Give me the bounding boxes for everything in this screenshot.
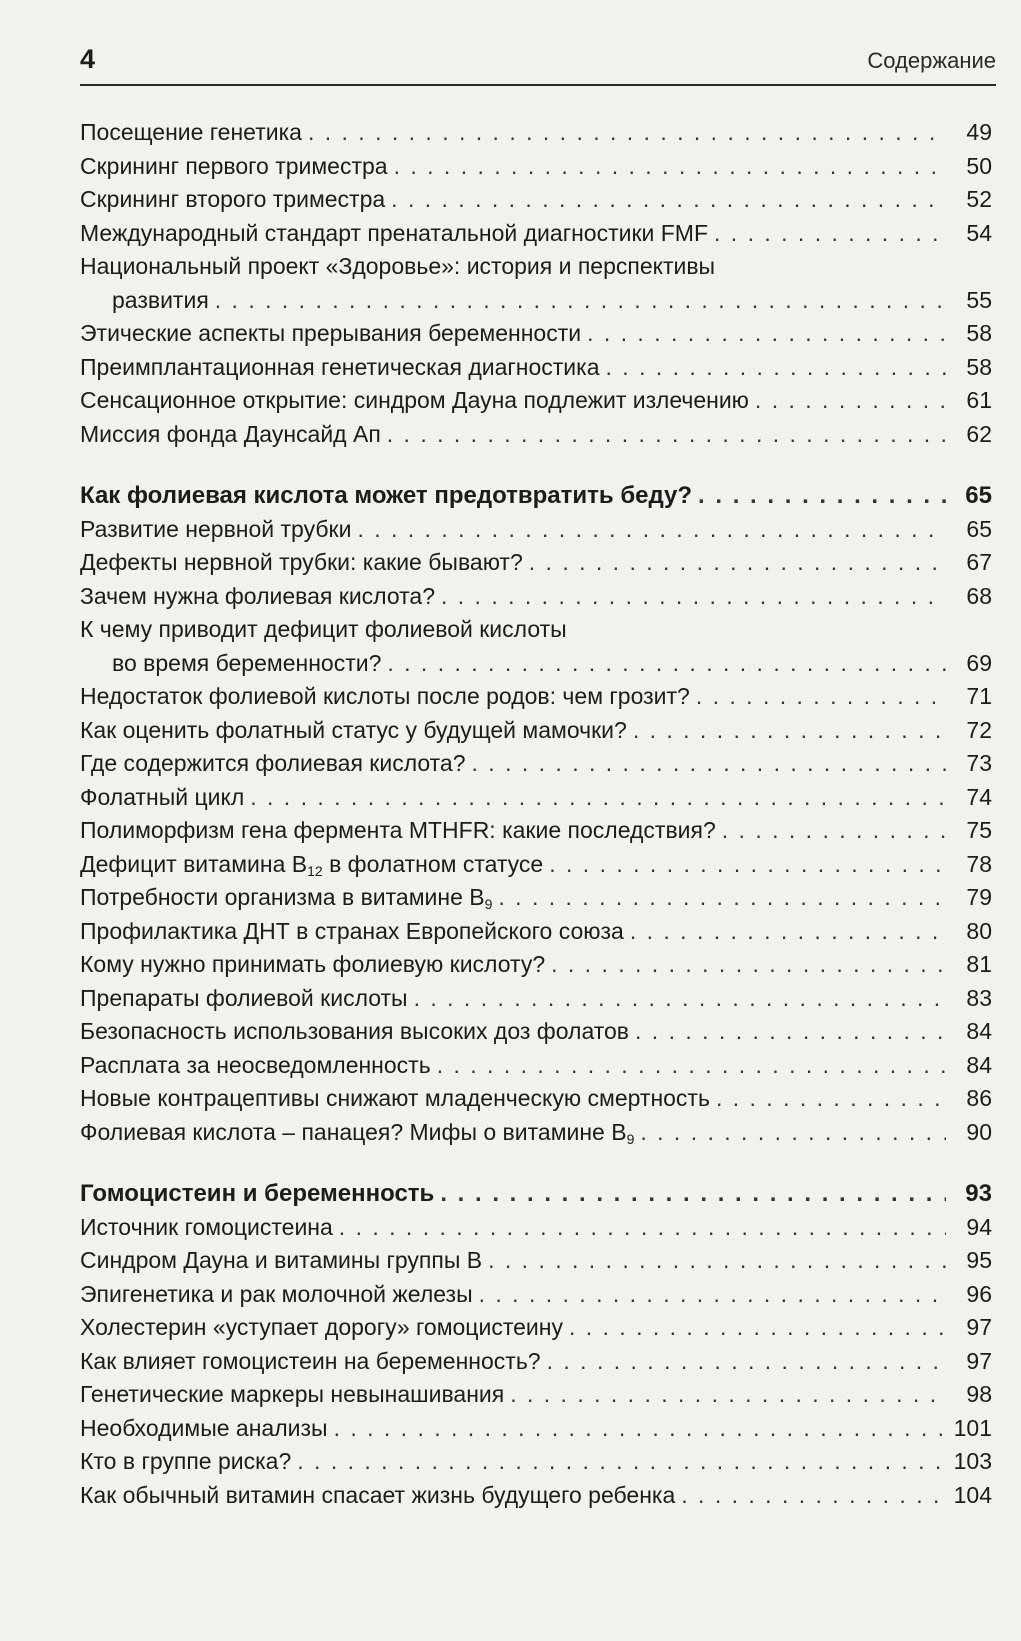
toc-entry: Фолиевая кислота – панацея? Мифы о витамине $B_9$ . . . 90 (80, 1116, 992, 1150)
toc-entry: К чему приводит дефицит фолиевой кислоты во время беременности? . . . 69 (80, 613, 992, 680)
toc-entry: Национальный проект «Здоровье»: история и перспективы развития . . . 55 (80, 250, 992, 317)
toc-entry: Сенсационное открытие: синдром Дауна подлежит излечению . . . 61 (80, 384, 992, 418)
toc-entry: Эпигенетика и рак молочной железы . . . 96 (80, 1278, 992, 1312)
toc-entry: Препараты фолиевой кислоты . . . 83 (80, 982, 992, 1016)
page-header (80, 42, 996, 86)
toc-entry: Безопасность использования высоких доз фолатов . . . 84 (80, 1015, 992, 1049)
toc-entry: Кому нужно принимать фолиевую кислоту? . . . 81 (80, 948, 992, 982)
toc-section-heading: Гомоцистеин и беременность . . . 93 (80, 1177, 992, 1211)
toc-entry: Развитие нервной трубки . . . 65 (80, 513, 992, 547)
page-number: 4 (80, 44, 96, 74)
toc-entry: Кто в группе риска? . . . 103 (80, 1445, 992, 1479)
running-title: Содержание (867, 48, 996, 73)
toc-entry: Зачем нужна фолиевая кислота? . . . 68 (80, 580, 992, 614)
toc-entry: Необходимые анализы . . . 101 (80, 1412, 992, 1446)
toc-entry: Дефекты нервной трубки: какие бывают? . . . 67 (80, 546, 992, 580)
toc-entry: Как оценить фолатный статус у будущей мамочки? . . . 72 (80, 714, 992, 748)
toc-entry: Скрининг первого триместра . . . 50 (80, 150, 992, 184)
toc-entry: Как влияет гомоцистеин на беременность? . . . 97 (80, 1345, 992, 1379)
toc-entry: Источник гомоцистеина . . . 94 (80, 1211, 992, 1245)
toc-entry: Скрининг второго триместра . . . 52 (80, 183, 992, 217)
toc-entry: Расплата за неосведомленность . . . 84 (80, 1049, 992, 1083)
toc-entry: Синдром Дауна и витамины группы B . . . 95 (80, 1244, 992, 1278)
toc-entry: Полиморфизм гена фермента MTHFR: какие последствия? . . . 75 (80, 814, 992, 848)
toc-entry: Где содержится фолиевая кислота? . . . 73 (80, 747, 992, 781)
toc-entry: Преимплантационная генетическая диагностика . . . 58 (80, 351, 992, 385)
toc-entry: Холестерин «уступает дорогу» гомоцистеину . . . 97 (80, 1311, 992, 1345)
toc-entry: Потребности организма в витамине $B_9$ . . . 79 (80, 881, 992, 915)
toc-entry: Этические аспекты прерывания беременности . . . 58 (80, 317, 992, 351)
toc-entry: Профилактика ДНТ в странах Европейского союза . . . 80 (80, 915, 992, 949)
toc-entry: Недостаток фолиевой кислоты после родов: чем грозит? . . . 71 (80, 680, 992, 714)
toc-entry: Фолатный цикл . . . 74 (80, 781, 992, 815)
toc-entry: Международный стандарт пренатальной диагностики FMF . . . 54 (80, 217, 992, 251)
toc-section-heading: Как фолиевая кислота может предотвратить беду? . . . 65 (80, 479, 992, 513)
toc-entry: Новые контрацептивы снижают младенческую смертность . . . 86 (80, 1082, 992, 1116)
toc-entry: Генетические маркеры невынашивания . . . 98 (80, 1378, 992, 1412)
toc-entry: Дефицит витамина $B_{12}$ в фолатном статусе . . . 78 (80, 848, 992, 882)
toc-entry: Миссия фонда Даунсайд Ап . . . 62 (80, 418, 992, 452)
toc-entry: Посещение генетика . . . 49 (80, 116, 992, 150)
table-of-contents (80, 116, 992, 1512)
toc-entry: Как обычный витамин спасает жизнь будущего ребенка . . . 104 (80, 1479, 992, 1513)
